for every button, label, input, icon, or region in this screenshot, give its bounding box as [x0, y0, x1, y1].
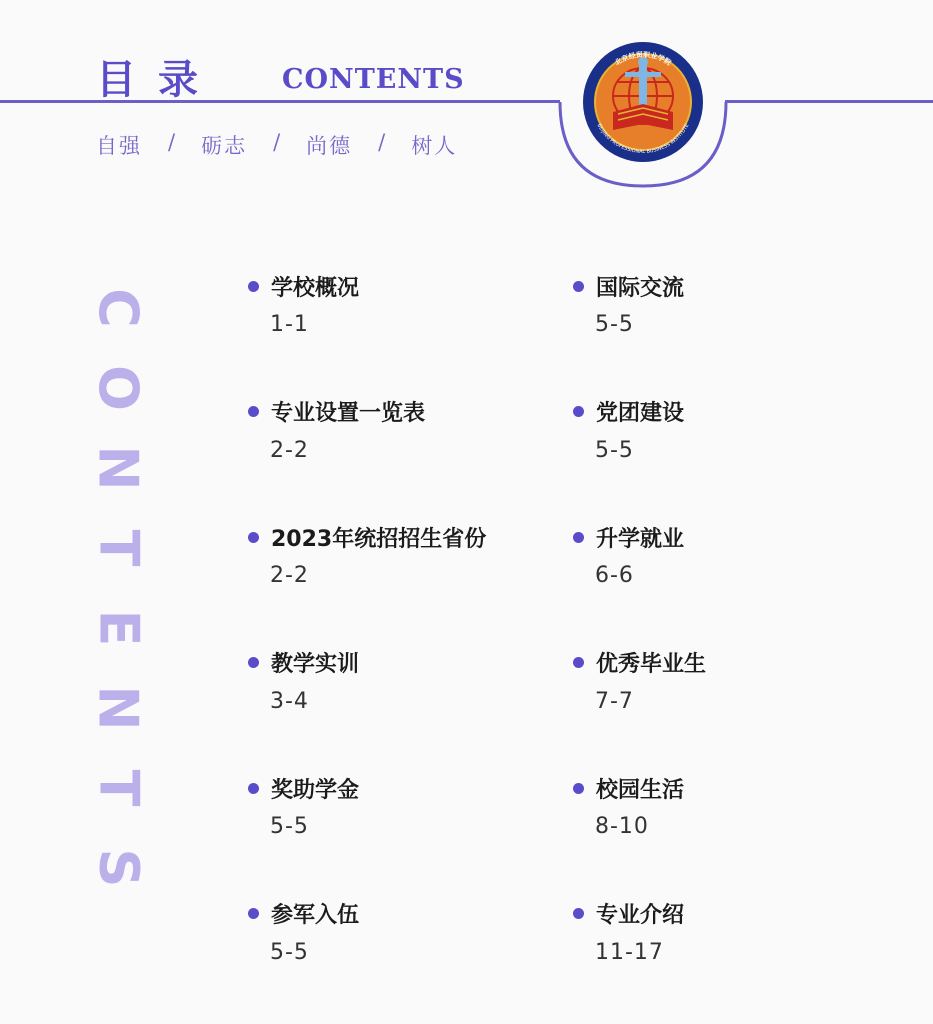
- bullet-dot-icon: [573, 908, 584, 919]
- motto-separator: /: [273, 130, 281, 154]
- toc-item-title: 专业介绍: [596, 903, 685, 928]
- bullet-dot-icon: [573, 657, 584, 668]
- motto-word: 树人: [411, 134, 458, 158]
- toc-item-pages: 2-2: [270, 563, 309, 588]
- toc-item-pages: 11-17: [595, 939, 664, 965]
- toc-item-pages: 5-5: [595, 312, 634, 337]
- bullet-dot-icon: [248, 406, 259, 417]
- toc-item[interactable]: [573, 517, 706, 643]
- bullet-dot-icon: [248, 657, 259, 668]
- vertical-letter: S: [87, 848, 150, 888]
- toc-item[interactable]: [248, 392, 486, 518]
- vertical-letter: E: [86, 609, 150, 647]
- vertical-letter: O: [87, 365, 150, 411]
- toc-item[interactable]: [573, 768, 706, 894]
- header-rule-left: [0, 100, 560, 103]
- toc-column-left: [248, 266, 486, 1019]
- toc-item[interactable]: [248, 894, 486, 1020]
- motto-word: 砺志: [201, 134, 248, 158]
- vertical-letter: T: [87, 769, 150, 807]
- toc-item[interactable]: [573, 643, 706, 769]
- motto-word: 尚德: [306, 134, 353, 158]
- toc-item-title: 专业设置一览表: [271, 401, 426, 426]
- vertical-contents-word: [86, 268, 150, 908]
- vertical-letter: T: [87, 529, 150, 567]
- toc-item-pages: 1-1: [270, 312, 309, 337]
- toc-item[interactable]: [248, 517, 486, 643]
- header-rule-right: [725, 100, 933, 103]
- vertical-letter: C: [86, 288, 150, 328]
- toc-item-title: 奖助学金: [271, 777, 360, 803]
- toc-item[interactable]: [248, 768, 486, 894]
- toc-item-pages: 6-6: [595, 563, 634, 588]
- emblem-side-text: BEIJING PROFESSIONAL BUSINESS INSTITUTE: [595, 122, 691, 156]
- motto-separator: /: [168, 130, 176, 154]
- toc-item-title: 升学就业: [596, 526, 685, 552]
- toc-item-title: 学校概况: [271, 275, 360, 301]
- motto-word: 自强: [96, 134, 142, 158]
- vertical-letter: N: [86, 685, 150, 731]
- page-title-cn: 目录: [96, 57, 220, 103]
- toc-item-title: 党团建设: [596, 401, 685, 426]
- toc-item[interactable]: [573, 266, 706, 392]
- toc-item-pages: 5-5: [270, 939, 309, 965]
- toc-item-pages: 8-10: [595, 814, 649, 839]
- toc-item-pages: 3-4: [270, 688, 309, 714]
- bullet-dot-icon: [573, 406, 584, 417]
- school-emblem: [558, 0, 728, 188]
- emblem-top-text: 北京经贸职业学院: [613, 50, 673, 68]
- bullet-dot-icon: [248, 783, 259, 794]
- toc-item-pages: 2-2: [270, 437, 309, 463]
- toc-item-pages: 5-5: [270, 814, 309, 839]
- motto-separator: /: [378, 130, 386, 154]
- toc-item-pages: 5-5: [595, 437, 634, 463]
- toc-item[interactable]: [573, 392, 706, 518]
- vertical-letter: N: [86, 445, 150, 491]
- bullet-dot-icon: [248, 281, 259, 292]
- toc-item-title: 参军入伍: [271, 903, 360, 928]
- page-title-en: CONTENTS: [282, 64, 465, 95]
- school-motto: [96, 130, 457, 160]
- toc-item-title: 教学实训: [271, 652, 360, 677]
- bullet-dot-icon: [248, 908, 259, 919]
- toc-item-title: 校园生活: [596, 777, 685, 803]
- toc-item-title: 2023年统招招生省份: [271, 526, 487, 552]
- toc-item[interactable]: [248, 266, 486, 392]
- bullet-dot-icon: [573, 281, 584, 292]
- toc-item[interactable]: [248, 643, 486, 769]
- toc-item-title: 优秀毕业生: [596, 652, 707, 677]
- toc-item-title: 国际交流: [596, 275, 685, 301]
- toc-column-right: [573, 266, 706, 1019]
- bullet-dot-icon: [248, 532, 259, 543]
- toc-item-pages: 7-7: [595, 688, 634, 714]
- bullet-dot-icon: [573, 783, 584, 794]
- bullet-dot-icon: [573, 532, 584, 543]
- toc-item[interactable]: [573, 894, 706, 1020]
